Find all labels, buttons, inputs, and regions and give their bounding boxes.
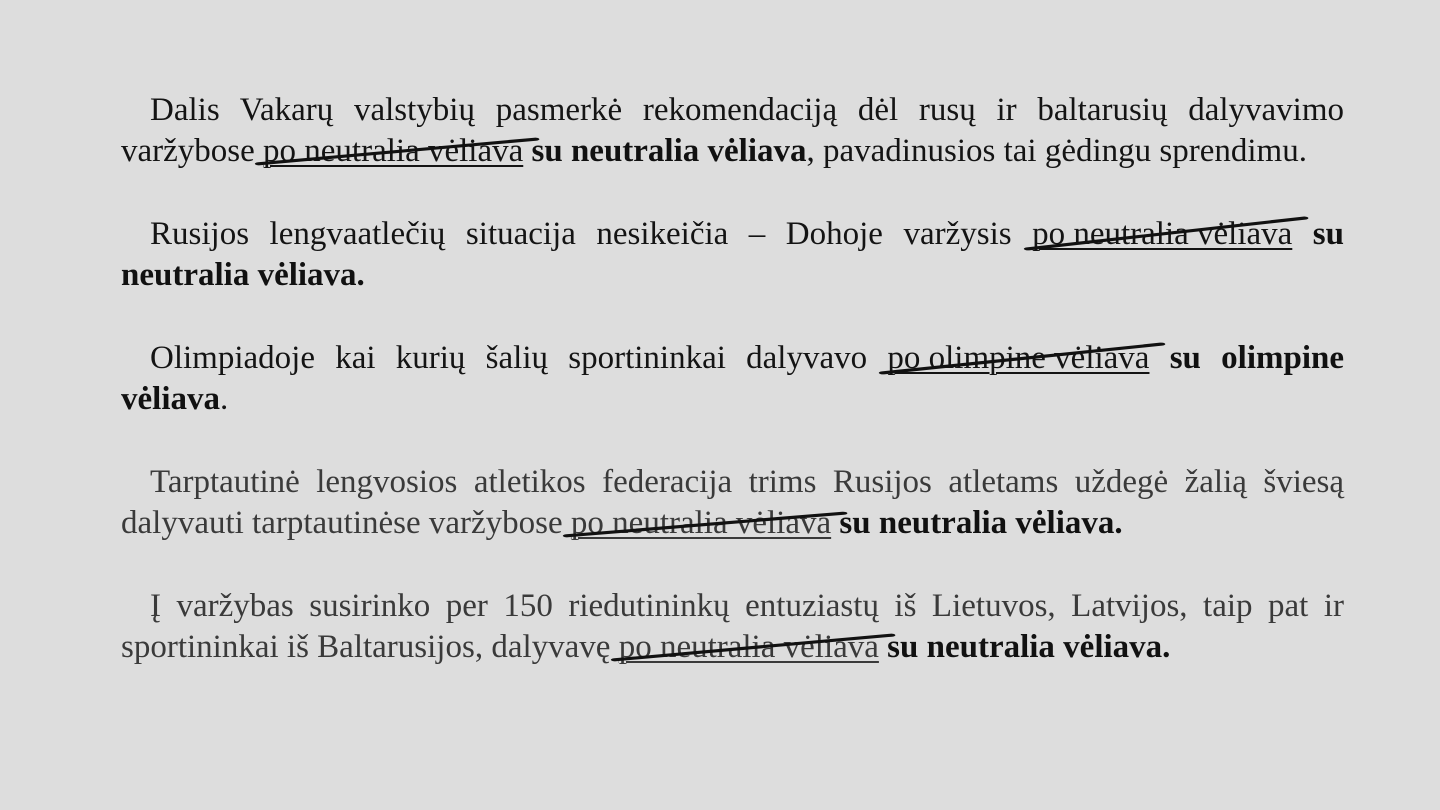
paragraph-3-struck-phrase bbox=[887, 338, 1149, 379]
paragraph-4-struck-phrase bbox=[571, 503, 831, 544]
paragraph-2-correction: su neutralia vėliava. bbox=[121, 216, 1344, 293]
paragraph-1-tail: , pavadinusios tai gėdingu sprendimu. bbox=[806, 133, 1307, 169]
paragraph-5 bbox=[121, 586, 1344, 668]
paragraph-3-tail: . bbox=[219, 381, 229, 417]
paragraph-3-correction: su olimpine vėliava bbox=[121, 340, 1345, 417]
paragraph-3-struck-text: po olimpine vėliava bbox=[887, 340, 1150, 376]
paragraph-4-correction: su neutralia vėliava. bbox=[839, 505, 1123, 541]
paragraph-3 bbox=[121, 338, 1344, 420]
paragraph-1-text: Dalis Vakarų valstybių pasmerkė rekomendaciją dėl rusų ir baltarusių dalyvavimo varžybose bbox=[121, 92, 1344, 169]
paragraph-5-correction: su neutralia vėliava. bbox=[887, 629, 1171, 665]
paragraph-2-struck-text: po neutralia vėliava bbox=[1032, 216, 1293, 252]
paragraph-1 bbox=[121, 90, 1344, 172]
paragraph-5-text: Į varžybas susirinko per 150 riedutininkų entuziastų iš Lietuvos, Latvijos, taip pat ir sportininkai iš Baltarusijos, dalyvavę bbox=[121, 588, 1344, 665]
paragraph-4 bbox=[121, 462, 1344, 544]
paragraph-1-struck-phrase bbox=[263, 131, 523, 172]
paragraph-2-struck-phrase bbox=[1032, 214, 1292, 255]
paragraph-1-struck-text: po neutralia vėliava bbox=[263, 133, 524, 169]
paragraph-3-text: Olimpiadoje kai kurių šalių sportininkai dalyvavo bbox=[150, 340, 888, 376]
paragraph-5-struck-text: po neutralia vėliava bbox=[618, 629, 879, 665]
paragraph-2-text: Rusijos lengvaatlečių situacija nesikeičia – Dohoje varžysis bbox=[150, 216, 1033, 252]
paragraph-2 bbox=[121, 214, 1344, 296]
paragraph-4-struck-text: po neutralia vėliava bbox=[570, 505, 832, 541]
paragraph-4-text: Tarptautinė lengvosios atletikos federacija trims Rusijos atletams uždegė žalią šviesą dalyvauti tarptautinėse varžybose bbox=[121, 464, 1344, 541]
paragraph-5-struck-phrase bbox=[619, 627, 879, 668]
paragraph-1-correction: su neutralia vėliava bbox=[531, 133, 807, 169]
